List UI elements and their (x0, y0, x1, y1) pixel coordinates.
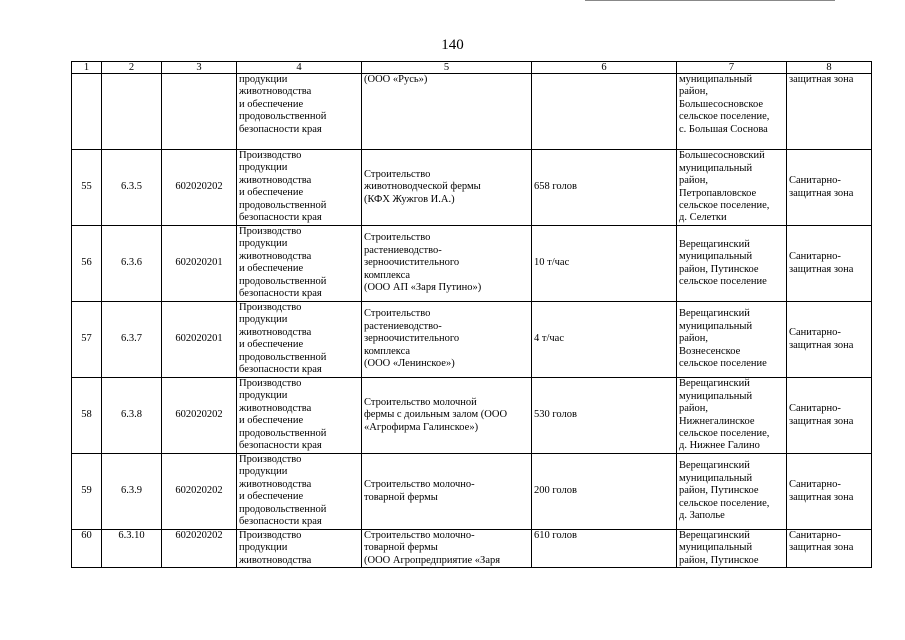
row-zone: Санитарно- защитная зона (787, 226, 872, 302)
column-header: 2 (102, 62, 162, 74)
row-location: Верещагинский муниципальный район, Вознесенское сельское поселение (677, 302, 787, 378)
row-capacity: 530 голов (532, 378, 677, 454)
row-location: Верещагинский муниципальный район, Путинское сельское поселение (677, 226, 787, 302)
row-capacity: 610 голов (532, 530, 677, 568)
row-number: 57 (72, 302, 102, 378)
row-activity: Производство продукции животноводства и обеспечение продовольственной безопасности края (237, 150, 362, 226)
row-location: Верещагинский муниципальный район, Путинское сельское поселение, д. Заполье (677, 454, 787, 530)
row-code: 6.3.10 (102, 530, 162, 568)
column-header: 7 (677, 62, 787, 74)
row-number: 56 (72, 226, 102, 302)
row-number (72, 74, 102, 150)
row-number: 60 (72, 530, 102, 568)
row-zone: Санитарно- защитная зона (787, 150, 872, 226)
row-capacity: 10 т/час (532, 226, 677, 302)
row-code: 6.3.9 (102, 454, 162, 530)
table-row (72, 378, 872, 454)
row-activity: Производство продукции животноводства и обеспечение продовольственной безопасности края (237, 226, 362, 302)
row-code: 6.3.6 (102, 226, 162, 302)
row-capacity: 658 голов (532, 150, 677, 226)
table-row (72, 454, 872, 530)
row-number: 55 (72, 150, 102, 226)
row-zone: Санитарно- защитная зона (787, 530, 872, 568)
row-code (102, 74, 162, 150)
row-id (162, 74, 237, 150)
row-object: Строительство молочно- товарной фермы (362, 454, 532, 530)
row-location: Верещагинский муниципальный район, Нижнегалинское сельское поселение, д. Нижнее Галино (677, 378, 787, 454)
row-object: Строительство животноводческой фермы (КФХ Жужгов И.А.) (362, 150, 532, 226)
row-location: Большесосновский муниципальный район, Петропавловское сельское поселение, д. Селетки (677, 150, 787, 226)
column-header: 5 (362, 62, 532, 74)
table-row (72, 302, 872, 378)
row-activity: Производство продукции животноводства и обеспечение продовольственной безопасности края (237, 454, 362, 530)
row-location: Верещагинский муниципальный район, Путинское (677, 530, 787, 568)
row-capacity: 200 голов (532, 454, 677, 530)
row-id: 602020202 (162, 454, 237, 530)
row-code: 6.3.8 (102, 378, 162, 454)
row-code: 6.3.5 (102, 150, 162, 226)
row-capacity: 4 т/час (532, 302, 677, 378)
document-table (71, 61, 872, 568)
row-number: 58 (72, 378, 102, 454)
row-zone: защитная зона (787, 74, 872, 150)
column-header: 8 (787, 62, 872, 74)
table-row (72, 150, 872, 226)
row-zone: Санитарно- защитная зона (787, 302, 872, 378)
row-activity: продукции животноводства и обеспечение продовольственной безопасности края (237, 74, 362, 150)
row-zone: Санитарно- защитная зона (787, 454, 872, 530)
row-object: Строительство растениеводство- зерноочистительного комплекса (ООО АП «Заря Путино») (362, 226, 532, 302)
table-row (72, 530, 872, 568)
row-activity: Производство продукции животноводства и обеспечение продовольственной безопасности края (237, 302, 362, 378)
column-header: 3 (162, 62, 237, 74)
row-location: муниципальный район, Большесосновское сельское поселение, с. Большая Соснова (677, 74, 787, 150)
row-object: Строительство молочной фермы с доильным залом (ООО «Агрофирма Галинское») (362, 378, 532, 454)
row-zone: Санитарно- защитная зона (787, 378, 872, 454)
page-number: 140 (441, 37, 464, 53)
table-row (72, 226, 872, 302)
row-id: 602020202 (162, 150, 237, 226)
row-object: Строительство молочно- товарной фермы (ООО Агропредприятие «Заря (362, 530, 532, 568)
row-activity: Производство продукции животноводства и обеспечение продовольственной безопасности края (237, 378, 362, 454)
column-number-row (72, 62, 872, 74)
row-id: 602020201 (162, 302, 237, 378)
row-code: 6.3.7 (102, 302, 162, 378)
row-id: 602020202 (162, 378, 237, 454)
row-capacity (532, 74, 677, 150)
column-header: 1 (72, 62, 102, 74)
column-header: 6 (532, 62, 677, 74)
row-activity: Производство продукции животноводства (237, 530, 362, 568)
table-row (72, 74, 872, 150)
row-id: 602020201 (162, 226, 237, 302)
column-header: 4 (237, 62, 362, 74)
top-edge-line (585, 0, 835, 1)
row-object: (ООО «Русь») (362, 74, 532, 150)
row-object: Строительство растениеводство- зерноочистительного комплекса (ООО «Ленинское») (362, 302, 532, 378)
row-id: 602020202 (162, 530, 237, 568)
row-number: 59 (72, 454, 102, 530)
